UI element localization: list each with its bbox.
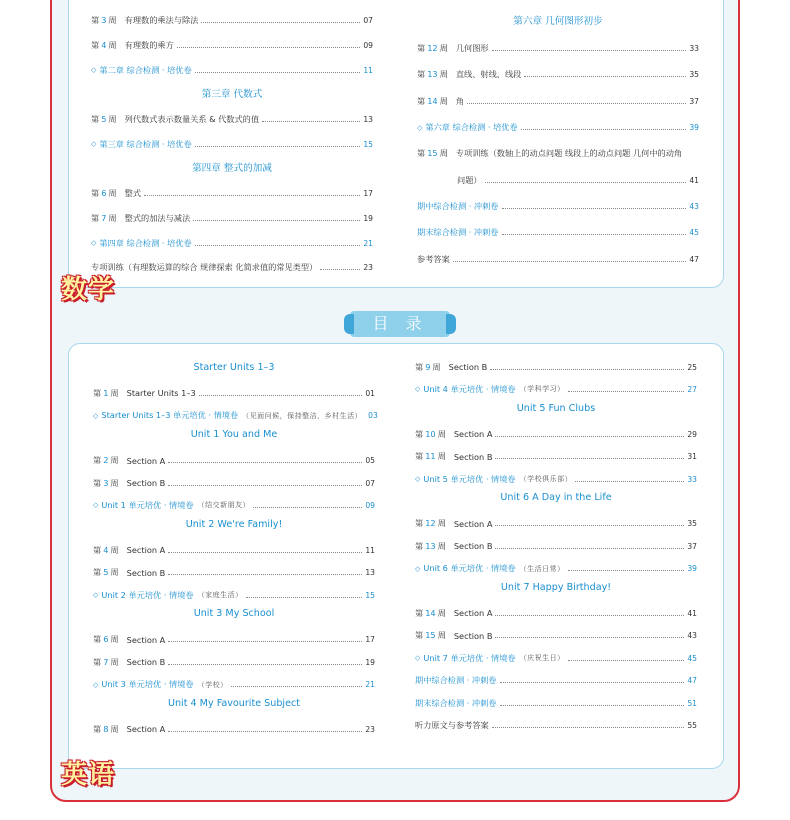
week-number: 第 2 周 <box>93 455 119 466</box>
page-number: 35 <box>689 70 699 80</box>
toc-row <box>415 382 697 396</box>
toc-row <box>91 0 373 3</box>
page-number: 23 <box>365 724 375 734</box>
math-subject-label: 数学 <box>61 275 116 305</box>
toc-row <box>415 606 697 620</box>
toc-row <box>93 454 375 468</box>
section-heading: 第四章 整式的加减 <box>192 162 272 174</box>
toc-title: Section B <box>126 567 166 578</box>
page-number: 15 <box>365 590 375 600</box>
toc-title: 第四章 综合检测 · 培优卷 <box>99 237 192 248</box>
dot-leader <box>246 597 363 598</box>
dot-leader <box>492 50 687 51</box>
dot-leader <box>177 47 361 48</box>
page-number: 11 <box>363 65 373 75</box>
toc-row <box>91 137 373 151</box>
toc-note: （见面问候，保持整洁，乡村生活） <box>242 411 363 420</box>
toc-title: 列代数式表示数量关系 & 代数式的值 <box>124 114 260 124</box>
week-number: 第 15 周 <box>417 148 448 159</box>
week-number-value: 9 <box>425 361 431 372</box>
page-number: 11 <box>365 545 375 555</box>
dot-leader <box>453 261 687 262</box>
page-number: 07 <box>365 478 375 488</box>
dot-leader <box>575 481 684 482</box>
diamond-icon: ◇ <box>93 411 99 420</box>
week-number: 第 3 周 <box>91 15 117 26</box>
toc-row <box>91 113 373 127</box>
week-number: 第 13 周 <box>417 69 448 80</box>
page-number: 45 <box>687 653 697 663</box>
page-number: 41 <box>689 175 699 185</box>
dot-leader <box>193 220 360 221</box>
diamond-icon: ◇ <box>93 680 99 689</box>
week-number-value: 2 <box>103 455 109 466</box>
diamond-icon: ◇ <box>415 475 421 483</box>
dot-leader <box>201 22 360 23</box>
diamond-icon: ◇ <box>91 140 97 149</box>
dot-leader <box>168 664 362 665</box>
week-number: 第 13 周 <box>415 540 446 551</box>
toc-title: Unit 2 单元培优 · 情境卷 <box>101 589 194 600</box>
toc-row <box>91 14 373 28</box>
page-number: 37 <box>689 96 699 106</box>
toc-title: 第六章 综合检测 · 培优卷 <box>425 122 518 132</box>
math-toc-panel <box>68 0 724 288</box>
page-number: 31 <box>687 452 697 462</box>
toc-row <box>93 386 375 400</box>
page-number: 39 <box>687 564 697 574</box>
toc-banner: 目 录 <box>350 311 450 337</box>
week-number-value: 14 <box>427 95 438 106</box>
toc-row <box>417 42 699 56</box>
toc-title: Unit 3 单元培优 · 情境卷 <box>101 679 194 690</box>
dot-leader <box>500 682 685 683</box>
toc-row <box>91 261 373 275</box>
week-number: 第 7 周 <box>93 656 119 667</box>
dot-leader <box>199 395 363 396</box>
toc-title: Unit 7 单元培优 · 情境卷 <box>423 652 516 663</box>
toc-row <box>93 409 378 423</box>
toc-title <box>425 0 517 2</box>
week-number-value: 4 <box>103 544 109 555</box>
toc-note: （结交新朋友） <box>197 501 251 510</box>
dot-leader <box>495 615 684 616</box>
toc-title: 有理数的乘法与除法 <box>124 15 199 26</box>
page-number: 33 <box>689 44 699 54</box>
toc-title: 问题） <box>457 174 482 185</box>
week-number-value: 14 <box>425 607 436 618</box>
page-number: 13 <box>363 115 373 124</box>
week-number: 第 10 周 <box>415 428 446 439</box>
dot-leader <box>195 146 361 147</box>
week-number-value: 7 <box>101 212 107 223</box>
page-number: 51 <box>687 698 697 708</box>
diamond-icon: ◇ <box>91 66 97 75</box>
dot-leader <box>495 458 684 459</box>
toc-title: Unit 5 单元培优 · 情境卷 <box>423 473 516 484</box>
toc-row <box>415 629 697 643</box>
page-number: 47 <box>689 254 699 264</box>
section-heading: 第六章 几何图形初步 <box>513 16 603 28</box>
week-number-value: 6 <box>103 634 109 645</box>
page-number <box>689 0 699 1</box>
page-frame <box>50 0 740 802</box>
toc-title: Starter Units 1–3 单元培优 · 情境卷 <box>101 410 239 421</box>
toc-title: 听力原文与参考答案 <box>415 719 489 730</box>
week-number: 第 4 周 <box>91 39 117 50</box>
section-heading: Unit 2 We're Family! <box>185 518 283 530</box>
toc-title: Section B <box>126 478 166 488</box>
dot-leader <box>495 637 684 638</box>
dot-leader <box>524 76 686 77</box>
toc-title: 几何图形 <box>455 43 489 54</box>
week-number: 第 8 周 <box>93 723 119 734</box>
page-number: 21 <box>365 680 375 690</box>
diamond-icon: ◇ <box>91 239 97 247</box>
week-number: 第 6 周 <box>93 634 119 645</box>
dot-leader <box>168 641 362 642</box>
diamond-icon: ◇ <box>415 654 421 663</box>
toc-title: 角 <box>455 95 465 106</box>
week-number-value: 3 <box>101 15 107 26</box>
toc-row <box>415 651 697 665</box>
dot-leader <box>490 369 684 370</box>
dot-leader <box>195 72 361 73</box>
week-number-value: 10 <box>425 428 436 439</box>
week-number: 第 7 周 <box>91 212 117 223</box>
dot-leader <box>262 121 360 122</box>
page-number: 27 <box>687 384 697 394</box>
toc-row <box>91 38 373 52</box>
toc-row <box>93 543 375 557</box>
section-heading: 第三章 代数式 <box>201 88 263 100</box>
week-number: 第 11 周 <box>415 451 446 462</box>
dot-leader <box>253 507 362 508</box>
toc-title: Unit 4 单元培优 · 情境卷 <box>423 383 516 394</box>
page-number: 35 <box>687 519 697 529</box>
dot-leader <box>568 391 685 392</box>
page-number: 45 <box>689 228 699 238</box>
page-number: 55 <box>687 720 697 730</box>
week-number-value: 13 <box>425 540 436 551</box>
page-number: 05 <box>365 456 375 466</box>
toc-title: 专项训练（数轴上的动点问题 线段上的动点问题 几何中的动角 <box>455 148 683 159</box>
week-number: 第 9 周 <box>415 361 441 372</box>
diamond-icon: ◇ <box>417 123 423 132</box>
week-number: 第 4 周 <box>93 544 119 555</box>
page-number: 19 <box>363 213 373 223</box>
dot-leader <box>168 574 362 575</box>
toc-row <box>91 63 373 77</box>
week-number-value: 3 <box>103 477 109 488</box>
week-number-value: 11 <box>425 451 436 462</box>
week-number-value: 7 <box>103 656 109 667</box>
toc-row <box>415 562 697 576</box>
week-number-value: 6 <box>101 188 107 199</box>
page-number: 01 <box>365 388 375 398</box>
toc-row <box>93 722 375 736</box>
page-number: 41 <box>687 608 697 618</box>
week-number: 第 3 周 <box>93 477 119 488</box>
page-number: 13 <box>365 568 375 578</box>
dot-leader <box>492 727 685 728</box>
dot-leader <box>168 731 362 732</box>
toc-title <box>91 0 262 2</box>
toc-row <box>417 121 699 135</box>
toc-title: Section B <box>453 630 493 641</box>
toc-title: 期中综合检测 · 冲刺卷 <box>417 200 499 211</box>
diamond-icon: ◇ <box>415 564 421 573</box>
week-number-value: 12 <box>425 518 436 529</box>
toc-title: Section A <box>126 724 166 735</box>
dot-leader <box>500 705 685 706</box>
toc-title: Section B <box>126 657 166 668</box>
toc-title: 第二章 综合检测 · 培优卷 <box>99 64 192 75</box>
toc-row <box>93 566 375 580</box>
dot-leader <box>502 234 687 235</box>
toc-row <box>417 68 699 82</box>
page-number: 23 <box>363 263 373 273</box>
week-number: 第 15 周 <box>415 630 446 641</box>
english-subject-label: 英语 <box>61 760 116 790</box>
toc-note: （庆祝生日） <box>519 654 565 663</box>
toc-row <box>417 94 699 108</box>
week-number: 第 1 周 <box>93 387 119 398</box>
section-heading: Unit 3 My School <box>193 608 275 620</box>
page-number: 43 <box>689 201 699 211</box>
dot-leader <box>168 462 362 463</box>
page-number: 37 <box>687 541 697 551</box>
section-heading: Starter Units 1–3 <box>193 362 275 373</box>
toc-title: 整式的加法与减法 <box>124 212 191 223</box>
page-number: 17 <box>363 189 373 199</box>
dot-leader <box>168 552 362 553</box>
week-number-value: 5 <box>101 114 107 124</box>
toc-row <box>91 211 373 225</box>
week-number: 第 14 周 <box>417 95 448 106</box>
week-number: 第 12 周 <box>415 518 446 529</box>
week-number-value: 5 <box>103 567 109 578</box>
section-heading: Unit 7 Happy Birthday! <box>500 582 612 593</box>
diamond-icon: ◇ <box>415 385 421 394</box>
dot-leader <box>144 195 360 196</box>
page-number: 09 <box>363 40 373 50</box>
dot-leader <box>568 570 685 571</box>
toc-row <box>417 199 699 213</box>
toc-title: 专项训练（有理数运算的综合 规律探索 化简求值的常见类型） <box>91 262 318 273</box>
dot-leader <box>467 103 686 104</box>
section-heading: Unit 4 My Favourite Subject <box>167 698 301 709</box>
page-number: 17 <box>365 635 375 645</box>
toc-row <box>415 450 697 464</box>
toc-title: 直线、射线、线段 <box>455 69 522 80</box>
dot-leader <box>231 686 363 687</box>
toc-row <box>417 173 699 187</box>
week-number-value: 1 <box>103 387 109 398</box>
toc-title: 第三章 综合检测 · 培优卷 <box>99 138 192 149</box>
toc-title: Section A <box>126 545 166 556</box>
toc-title: Unit 1 单元培优 · 情境卷 <box>101 499 194 510</box>
toc-row <box>417 0 699 3</box>
dot-leader <box>168 485 362 486</box>
page-number: 09 <box>365 500 375 510</box>
week-number-value: 15 <box>425 630 436 641</box>
toc-row <box>417 147 699 161</box>
week-number: 第 6 周 <box>91 188 117 199</box>
dot-leader <box>485 182 687 183</box>
toc-title: Section B <box>453 541 493 552</box>
week-number: 第 14 周 <box>415 607 446 618</box>
week-number: 第 5 周 <box>93 567 119 578</box>
toc-title: Unit 6 单元培优 · 情境卷 <box>423 563 516 574</box>
page-number: 33 <box>687 474 697 484</box>
toc-row <box>415 674 697 688</box>
toc-row <box>415 427 697 441</box>
week-number-value: 8 <box>103 723 109 734</box>
toc-note: （学校） <box>197 680 228 689</box>
toc-row <box>415 517 697 531</box>
page-number: 25 <box>687 362 697 372</box>
page-number: 03 <box>368 411 378 421</box>
page-number: 39 <box>689 123 699 132</box>
toc-row <box>93 476 375 490</box>
dot-leader <box>320 269 360 270</box>
toc-title: Section B <box>453 451 493 462</box>
toc-row <box>417 226 699 240</box>
week-number-value: 4 <box>101 39 107 50</box>
toc-note: （生活日常） <box>519 564 565 573</box>
toc-title: Section A <box>453 518 493 529</box>
page-number: 21 <box>363 238 373 248</box>
toc-title: Starter Units 1–3 <box>126 388 196 399</box>
toc-title: Section A <box>126 455 166 466</box>
toc-row <box>93 678 375 692</box>
section-heading: Unit 6 A Day in the Life <box>500 492 612 504</box>
toc-title: Section A <box>453 608 493 619</box>
toc-note: （学校俱乐部） <box>519 475 573 483</box>
toc-row <box>91 236 373 250</box>
toc-row <box>93 588 375 602</box>
page-number: 29 <box>687 429 697 439</box>
page-number: 15 <box>363 139 373 149</box>
toc-title: Section B <box>448 362 488 372</box>
toc-row <box>415 539 697 553</box>
page-number: 07 <box>363 16 373 26</box>
week-number-value: 12 <box>427 43 438 54</box>
toc-title: 有理数的乘方 <box>124 39 174 50</box>
toc-row <box>417 252 699 266</box>
dot-leader <box>495 525 684 526</box>
dot-leader <box>495 436 684 437</box>
toc-title: 期末综合检测 · 冲刺卷 <box>417 227 499 238</box>
toc-row <box>93 655 375 669</box>
page-number: 19 <box>365 657 375 667</box>
toc-title: Section A <box>126 634 166 645</box>
diamond-icon: ◇ <box>93 591 99 599</box>
page-number: 47 <box>687 676 697 686</box>
section-heading: Unit 5 Fun Clubs <box>516 402 596 414</box>
toc-title: 参考答案 <box>417 253 450 264</box>
dot-leader <box>502 208 687 209</box>
dot-leader <box>521 129 687 130</box>
toc-row <box>93 633 375 647</box>
toc-row <box>415 360 697 374</box>
week-number: 第 12 周 <box>417 43 448 54</box>
toc-note: （学科学习） <box>519 385 565 394</box>
toc-title: Section A <box>453 429 493 440</box>
toc-title: 整式 <box>124 188 142 199</box>
toc-title: 期末综合检测 · 冲刺卷 <box>415 697 497 708</box>
week-number-value: 13 <box>427 69 438 80</box>
dot-leader <box>568 660 685 661</box>
toc-title: 期中综合检测 · 冲刺卷 <box>415 675 497 686</box>
dot-leader <box>195 245 361 246</box>
dot-leader <box>495 548 684 549</box>
toc-row <box>91 187 373 201</box>
toc-note: （家庭生活） <box>197 591 243 599</box>
english-toc-panel <box>68 343 724 769</box>
diamond-icon: ◇ <box>93 501 99 510</box>
toc-row <box>415 472 697 486</box>
page-number: 43 <box>687 631 697 641</box>
toc-row <box>415 696 697 710</box>
week-number-value: 15 <box>427 148 438 159</box>
toc-row <box>415 718 697 732</box>
toc-row <box>93 498 375 512</box>
week-number: 第 5 周 <box>91 114 117 124</box>
section-heading: Unit 1 You and Me <box>190 429 278 441</box>
